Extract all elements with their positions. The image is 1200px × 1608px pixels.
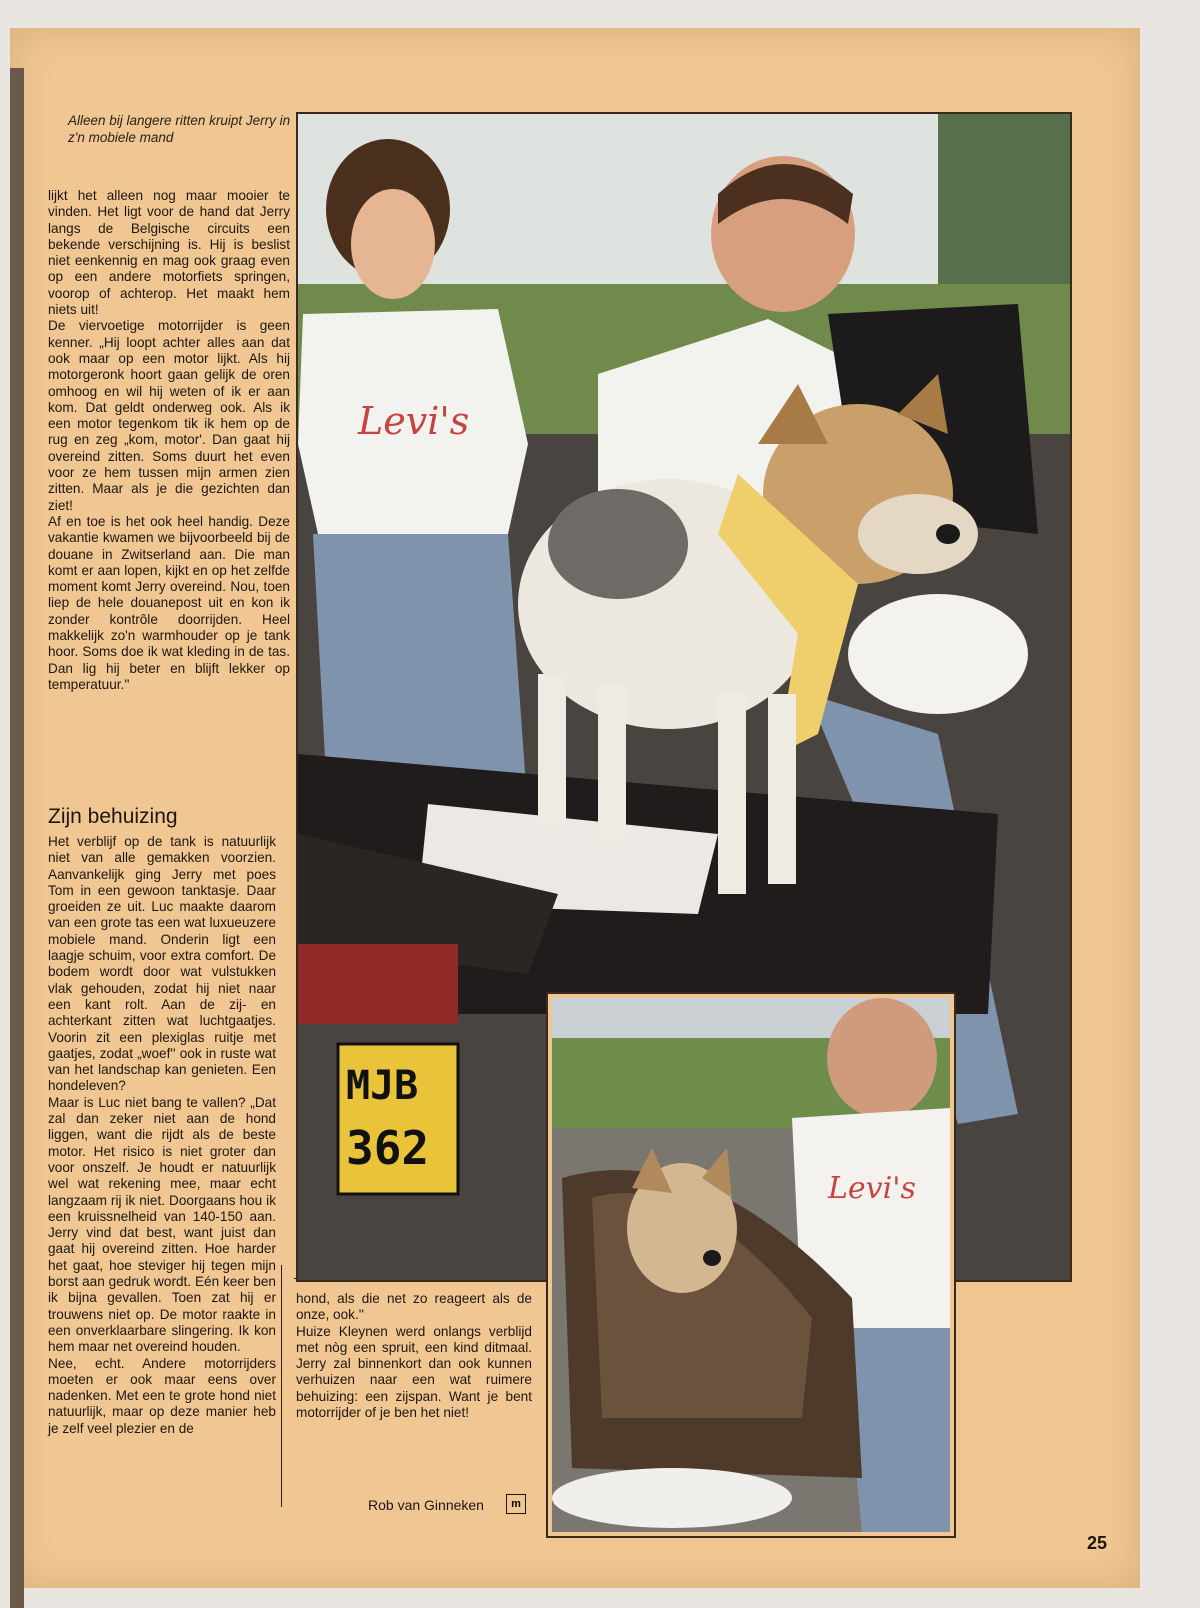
page-binding-shadow <box>10 68 24 1608</box>
paragraph: De viervoetige motorrijder is geen kenner. „Hij loopt achter alles aan dat ook maar op een motor lijkt. Als hij motorgeronk hoort gaan gelijk de oren omhoog en wil hij weten of ik er aan kom. Dat geldt onderweg ook. Als ik een motor tegenkom tik ik hem op de rug en zeg „kom, motor'. Dan gaat hij overeind zitten. Soms duurt het even voor ze hem tussen mijn armen zien zitten. Maar als je die gezichten dan ziet! <box>48 318 290 513</box>
column-divider <box>281 1265 282 1507</box>
article-column-1-continued <box>48 834 276 1437</box>
paragraph: lijkt het alleen nog maar mooier te vinden. Het ligt voor de hand dat Jerry langs de Belgische circuits een bekende verschijning is. Hij is beslist niet eenkennig en mag ook graag even op een andere motorfiets springen, voorop of achterop. Het maakt hem niets uit! <box>48 188 290 318</box>
shirt-logo: Levi's <box>358 399 470 443</box>
photo-caption: Alleen bij langere ritten kruipt Jerry in z'n mobiele mand <box>68 113 291 145</box>
paragraph: Het verblijf op de tank is natuurlijk niet van alle gemakken voorzien. Aanvankelijk ging Jerry met poes Tom in een gewoon tanktasje. Daar groeiden ze uit. Luc maakte daarom van een grote tas een wat luxueuzere mobiele mand. Onderin ligt een laagje schuim, voor extra comfort. De bodem wordt door wat vulstukken vlak gehouden, zodat hij niet naar een kant rolt. Aan de zij- en achterkant zitten wat luchtgaatjes. Voorin zit een plexiglas ruitje met gaatjes, zodat „woef'' ook in ruste wat van het landschap kan genieten. Een hondeleven? <box>48 834 276 1094</box>
license-plate-line2: 362 <box>346 1121 430 1175</box>
paragraph: hond, als die net zo reageert als de onze, ook.'' <box>296 1291 532 1323</box>
paragraph: Af en toe is het ook heel handig. Deze vakantie kwamen we bijvoorbeeld bij de douane in Zwitserland aan. Die man komt er aan lopen, kijkt en op het zelfde moment komt Jerry overeind. Nou, toen liep de hele douanepost uit en kon ik zonder kontrôle doorrijden. Heel makkelijk zo'n warmhouder op je tank hoor. Soms doe ik wat kleding in de tas. Dan lig hij beter en blijft lekker op temperatuur.'' <box>48 513 290 692</box>
inset-shirt-logo: Levi's <box>828 1171 916 1206</box>
paragraph: Nee, echt. Andere motorrijders moeten er ook maar eens over nadenken. Met een te grote hond niet natuurlijk, maar op deze manier heb je zelf veel plezier en de <box>48 1355 276 1436</box>
article-column-1 <box>48 188 290 693</box>
page-number: 25 <box>1087 1533 1108 1553</box>
paragraph: Huize Kleynen werd onlangs verblijd met nòg een spruit, een kind ditmaal. Jerry zal binnenkort dan ook kunnen verhuizen naar een wat ruimere behuizing: een zijspan. Want je bent motorrijder of je ben het niet! <box>296 1323 532 1421</box>
inset-photo <box>548 994 954 1536</box>
license-plate-line1: MJB <box>346 1063 419 1109</box>
section-heading: Zijn behuizing <box>48 805 178 828</box>
article-column-2 <box>296 1291 532 1421</box>
author-byline: Rob van Ginneken <box>368 1497 484 1513</box>
paragraph: Maar is Luc niet bang te vallen? „Dat zal dan zeker niet aan de hond liggen, want die rijdt als de beste motor. Het risico is niet groter dan voor onszelf. Je houdt er natuurlijk wel wat rekening mee, maar echt langzaam rij ik niet. Doorgaans hou ik een kruissnelheid van 140-150 aan. Jerry vind dat best, want juist dan gaat hij overeind zitten. Hoe harder het gaat, hoe steviger hij tegen mijn borst aan gedruk wordt. Eén keer ben ik bijna gevallen. Toen zat hij er trouwens niet op. De motor raakte in een onverklaarbare slingering. Ik kon hem maar net overeind houden. <box>48 1094 276 1355</box>
inset-photo-illustration <box>552 998 950 1532</box>
magazine-logo-icon: m <box>506 1494 526 1514</box>
